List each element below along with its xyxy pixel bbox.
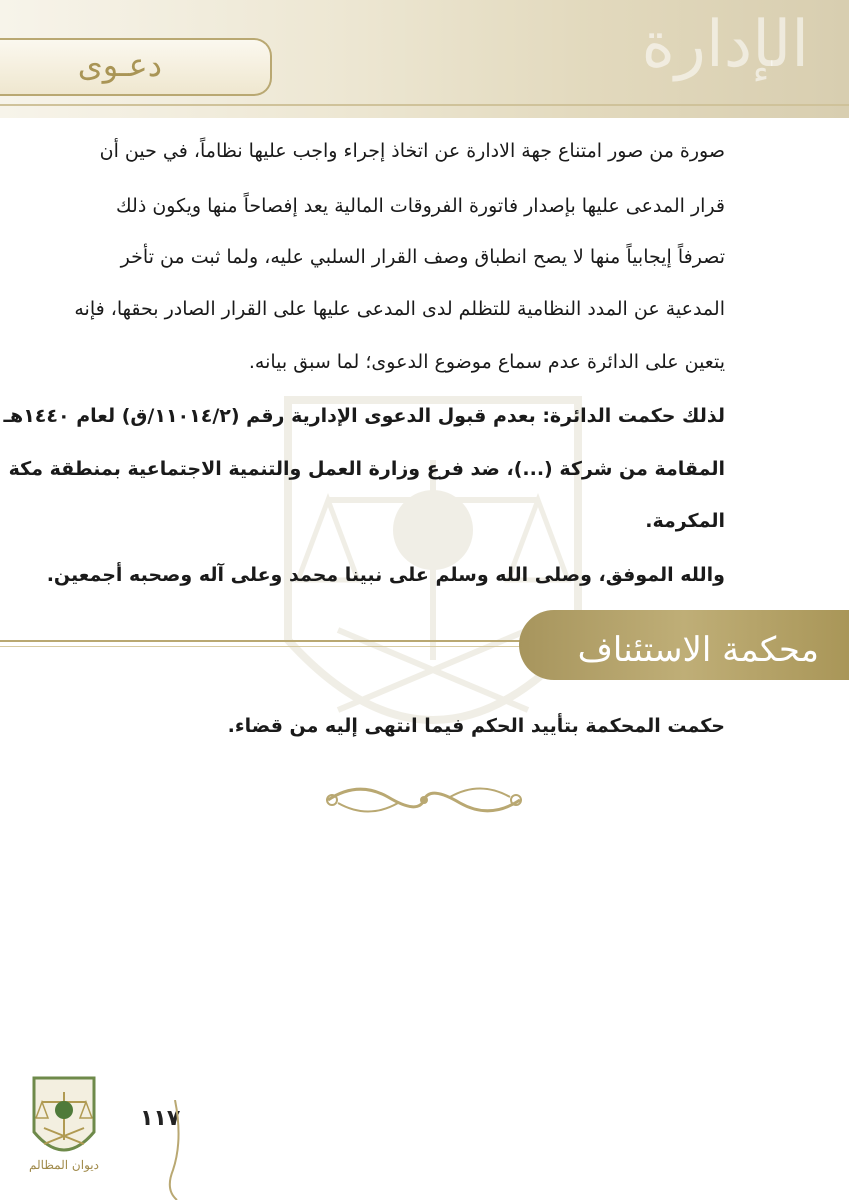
closing-line: والله الموفق، وصلى الله وسلم على نبينا محمد وعلى آله وصحبه أجمعين. xyxy=(46,564,725,586)
emblem-watermark xyxy=(268,380,598,800)
paragraph-line: صورة من صور امتناع جهة الادارة عن اتخاذ إجراء واجب عليها نظاماً، في حين أن xyxy=(99,140,725,162)
appeal-banner xyxy=(0,602,849,692)
section-tab xyxy=(0,38,272,96)
banner-pill xyxy=(519,610,849,680)
ruling-line: المكرمة. xyxy=(645,510,725,532)
paragraph-line: يتعين على الدائرة عدم سماع موضوع الدعوى؛ لما سبق بيانه. xyxy=(248,351,725,373)
header-divider xyxy=(0,104,849,106)
section-tab-label: دعـوى xyxy=(77,46,162,84)
ruling-line: المقامة من شركة (...)، ضد فرع وزارة العمل والتنمية الاجتماعية بمنطقة مكة xyxy=(8,458,725,480)
appeal-title: محكمة الاستئناف xyxy=(577,630,819,670)
banner-rule-thin xyxy=(0,646,520,647)
footer-flourish xyxy=(155,1100,185,1200)
paragraph-line: المدعية عن المدد النظامية للتظلم لدى المدعى عليها على القرار الصادر بحقها، فإنه xyxy=(74,298,725,320)
paragraph-line: قرار المدعى عليها بإصدار فاتورة الفروقات المالية يعد إفصاحاً منها ويكون ذلك xyxy=(116,195,725,217)
banner-rule xyxy=(0,640,520,642)
ruling-line: لذلك حكمت الدائرة: بعدم قبول الدعوى الإدارية رقم (١١٠١٤/٢/ق) لعام ١٤٤٠هـ xyxy=(3,405,725,427)
header-watermark: الإدارة xyxy=(641,8,809,82)
page-number: ١١٧ xyxy=(140,1106,181,1131)
ornament-divider xyxy=(318,775,530,825)
appeal-text: حكمت المحكمة بتأييد الحكم فيما انتهى إليه من قضاء. xyxy=(227,715,725,737)
paragraph-line: تصرفاً إيجابياً منها لا يصح انطباق وصف القرار السلبي عليه، ولما ثبت من تأخر xyxy=(120,246,725,268)
court-logo-text: ديوان المظالم xyxy=(29,1158,99,1172)
